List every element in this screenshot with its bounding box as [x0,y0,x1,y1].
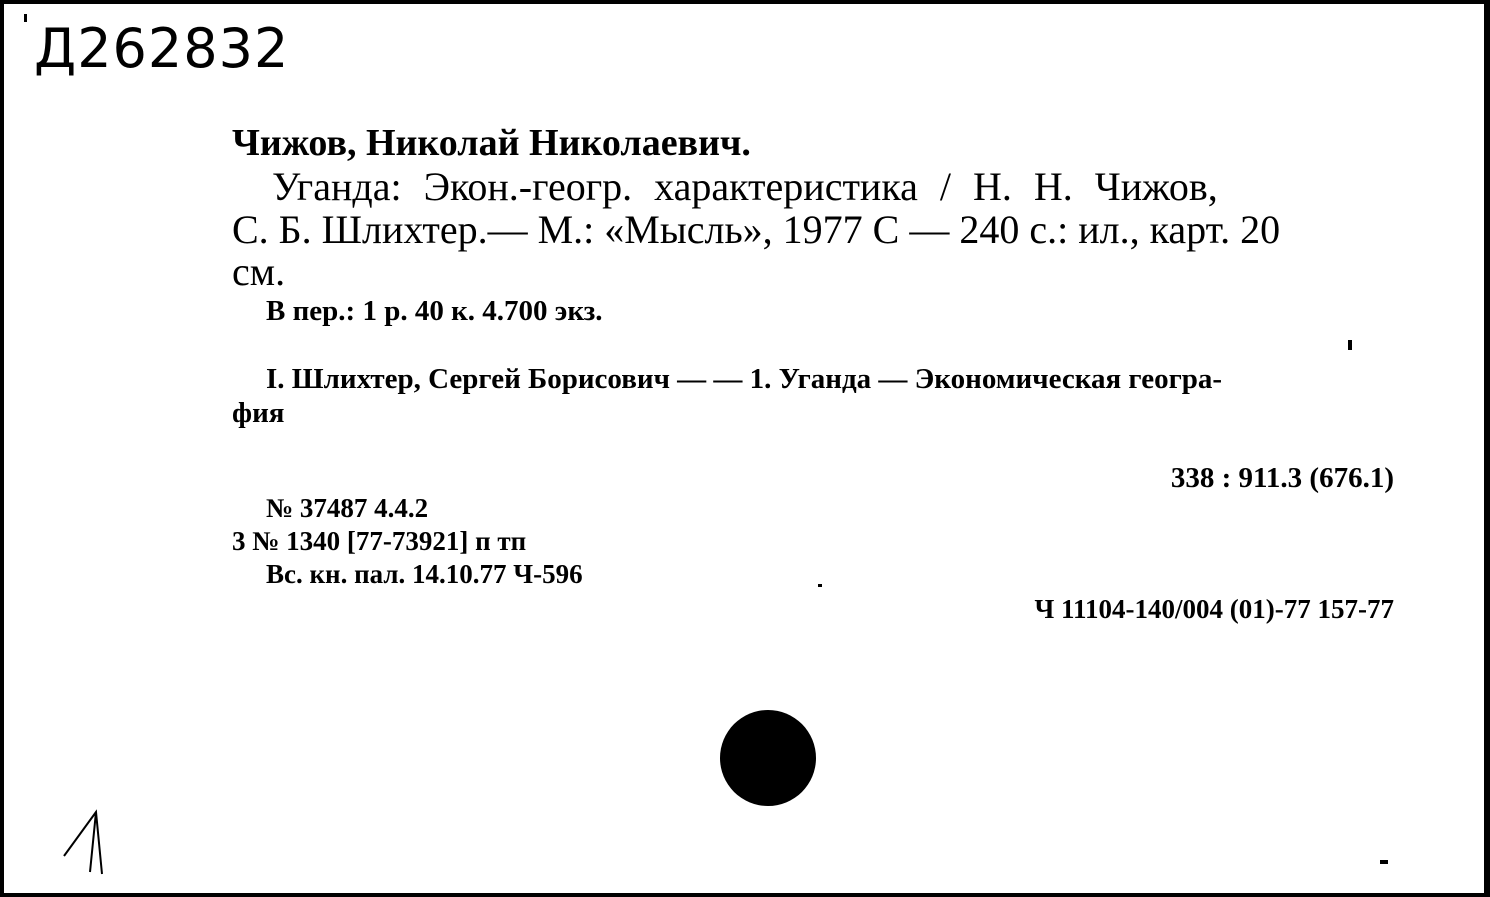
inventory-number-handwritten: Д262832 [34,17,290,80]
book-chamber-line: Вс. кн. пал. 14.10.77 Ч-596 [266,559,583,589]
title-line-2: С. Б. Шлихтер.— М.: «Мысль», 1977 С — 240 с.: ил., карт. 20 [232,207,1281,252]
ink-speck [24,14,27,22]
title-line-1: Уганда: Экон.-геогр. характеристика / Н. Н. Чижов, [272,164,1218,209]
author-heading: Чижов, Николай Николаевич. [232,122,751,164]
handwritten-count-mark [60,804,120,884]
publisher-code: Ч 11104-140/004 (01)-77 157-77 [1034,594,1394,624]
classification-index: 338 : 911.3 (676.1) [1170,462,1394,494]
punch-hole [720,710,816,806]
price-line: В пер.: 1 р. 40 к. 4.700 экз. [266,295,603,327]
added-entries-line-1: I. Шлихтер, Сергей Борисович — — 1. Уганда — Экономическая геогра- [266,363,1223,395]
ink-speck [1348,340,1352,350]
ink-speck [818,584,822,587]
record-number: № 37487 4.4.2 [266,493,429,523]
added-entries-line-2: фия [232,397,285,429]
order-number: 3 № 1340 [77-73921] п тп [232,526,527,556]
ink-speck [1380,860,1388,864]
title-line-3: см. [232,249,286,294]
